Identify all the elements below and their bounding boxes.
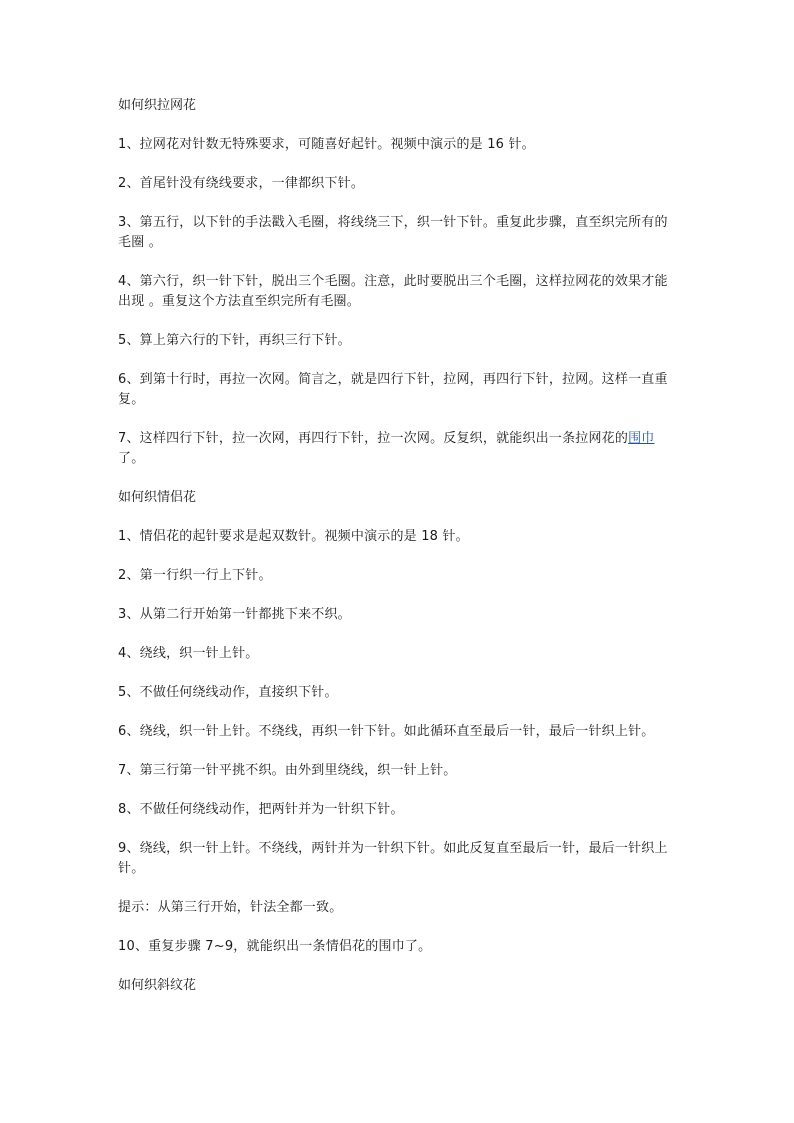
- lawang-step-1: 1、拉网花对针数无特殊要求，可随喜好起针。视频中演示的是 16 针。: [118, 137, 535, 152]
- qinglv-step-3: 3、从第二行开始第一针都挑下来不织。: [118, 607, 351, 622]
- qinglv-step-4: 4、绕线，织一针上针。: [118, 646, 259, 661]
- lawang-step-5: 5、算上第六行的下针，再织三行下针。: [118, 333, 351, 348]
- lawang-step-7: [118, 429, 680, 469]
- qinglv-step-2: 2、第一行织一行上下针。: [118, 568, 272, 583]
- scarf-link[interactable]: 围巾: [628, 431, 655, 446]
- qinglv-step-5: 5、不做任何绕线动作，直接织下针。: [118, 685, 338, 700]
- lawang-step-3: 3、第五行，以下针的手法戳入毛圈，将线绕三下，织一针下针。重复此步骤，直至织完所有的毛圈 。: [118, 215, 668, 250]
- lawang-step-7-end: 了。: [118, 451, 145, 466]
- lawang-step-6: 6、到第十行时，再拉一次网。简言之，就是四行下针，拉网，再四行下针，拉网。这样一直重复。: [118, 372, 668, 407]
- section-title-xiewen: 如何织斜纹花: [118, 978, 197, 993]
- qinglv-tip: 提示：从第三行开始，针法全都一致。: [118, 900, 343, 915]
- qinglv-step-9: 9、绕线，织一针上针。不绕线，两针并为一针织下针。如此反复直至最后一针，最后一针织上针。: [118, 841, 668, 876]
- qinglv-step-6: 6、绕线，织一针上针。不绕线，再织一针下针。如此循环直至最后一针，最后一针织上针。: [118, 724, 655, 739]
- lawang-step-4: 4、第六行，织一针下针，脱出三个毛圈。注意，此时要脱出三个毛圈，这样拉网花的效果才能出现 。重复这个方法直至织完所有毛圈。: [118, 274, 668, 309]
- qinglv-step-1: 1、情侣花的起针要求是起双数针。视频中演示的是 18 针。: [118, 529, 469, 544]
- section-title-qinglv: 如何织情侣花: [118, 490, 197, 505]
- qinglv-step-10: 10、重复步骤 7~9，就能织出一条情侣花的围巾了。: [118, 939, 432, 954]
- section-title-lawang: 如何织拉网花: [118, 98, 197, 113]
- qinglv-step-8: 8、不做任何绕线动作，把两针并为一针织下针。: [118, 802, 404, 817]
- document-page: [118, 96, 680, 1015]
- qinglv-step-7: 7、第三行第一针平挑不织。由外到里绕线，织一针上针。: [118, 763, 457, 778]
- lawang-step-7-text: 7、这样四行下针，拉一次网，再四行下针，拉一次网。反复织，就能织出一条拉网花的: [118, 431, 629, 446]
- lawang-step-2: 2、首尾针没有绕线要求，一律都织下针。: [118, 176, 365, 191]
